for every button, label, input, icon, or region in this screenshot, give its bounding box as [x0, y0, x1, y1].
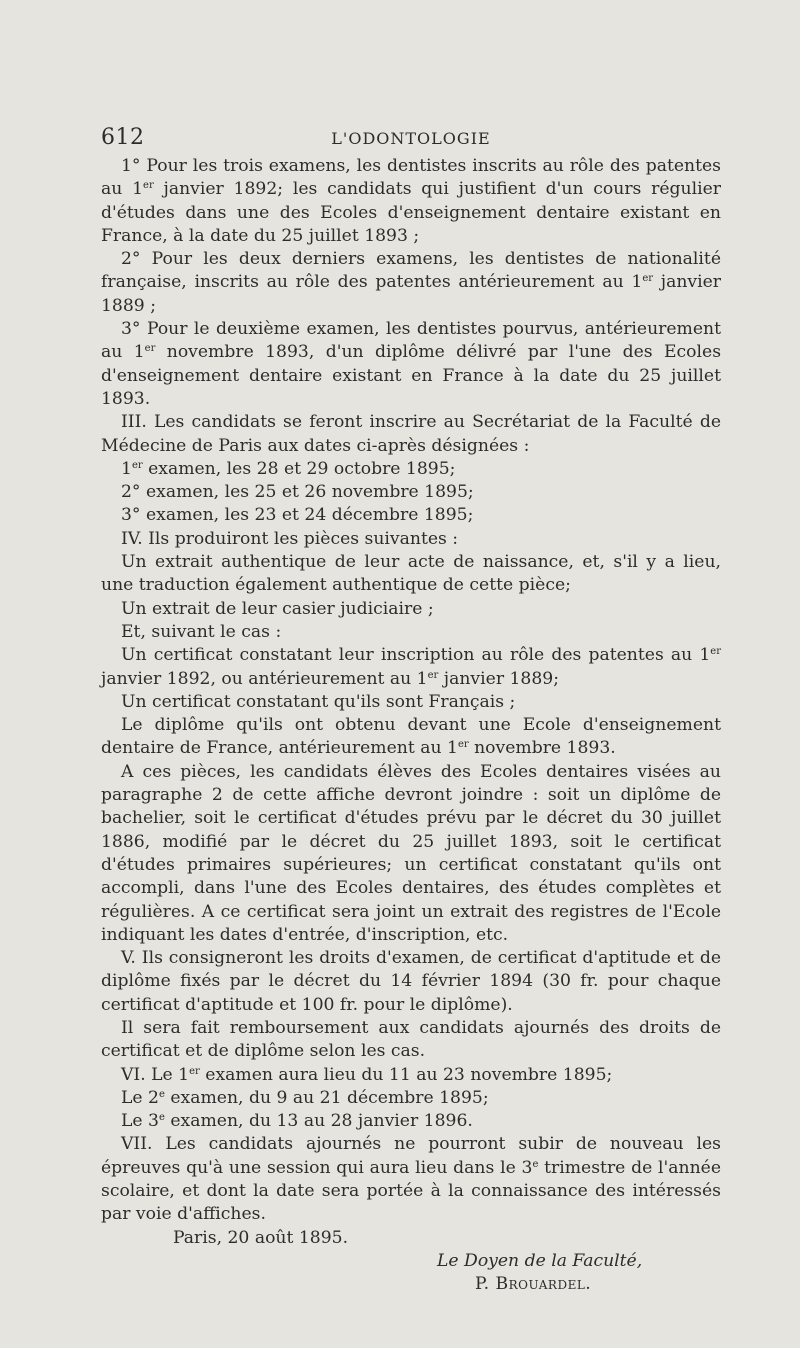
signature-title: Le Doyen de la Faculté,: [437, 1250, 643, 1271]
superscript: e: [158, 1112, 165, 1124]
paragraph-text: janvier 1892; les candidats qui justifient d'un cours régulier d'études dans une des Ecoles d'enseignement dentaire existant en France, à la date du 25 juillet 1893 ;: [101, 179, 721, 246]
paragraph: [101, 1064, 721, 1087]
paragraph-text: Un certificat constatant leur inscription au rôle des patentes au 1: [121, 645, 711, 666]
paragraph-text: janvier 1892, ou antérieurement au 1: [101, 668, 428, 689]
paragraph-text: Le 3: [121, 1111, 159, 1132]
paragraph-text: V. Ils consigneront les droits d'examen, de certificat d'aptitude et de diplôme fixés par le décret du 14 février 1894 (30 fr. pour chaque certificat d'aptitude et 100 fr. pour le diplôme).: [101, 948, 721, 1015]
body-text: [101, 155, 721, 1297]
paragraph-text: VI. Le 1: [121, 1064, 190, 1085]
paragraph-text: trimestre de l'année scolaire, et dont la date sera portée à la connaissance des intéressés par voie d'affiches.: [101, 1157, 721, 1225]
paragraph-text: examen, du 9 au 21 décembre 1895;: [164, 1087, 489, 1108]
paragraph-text: VII. Les candidats ajournés ne pourront subir de nouveau les épreuves qu'à une session qui aura lieu dans le 3: [101, 1134, 721, 1178]
superscript: er: [143, 180, 154, 192]
paragraph-text: 2° examen, les 25 et 26 novembre 1895;: [121, 482, 474, 503]
paragraph: [101, 458, 721, 481]
place-date: Paris, 20 août 1895.: [173, 1227, 349, 1248]
paragraph: [101, 1017, 721, 1064]
signature-block: [101, 1250, 721, 1297]
paragraph-text: Un certificat constatant qu'ils sont Français ;: [121, 691, 516, 712]
superscript: er: [144, 343, 156, 355]
paragraph: [101, 1110, 721, 1133]
paragraph-text: 1° Pour les trois examens, les dentistes inscrits au rôle des patentes au 1: [101, 156, 721, 200]
paragraph-text: 1: [121, 458, 132, 479]
paragraph: [101, 248, 721, 318]
superscript: er: [131, 459, 143, 471]
paragraph-text: 3° examen, les 23 et 24 décembre 1895;: [121, 505, 474, 526]
paragraph-text: Le 2: [121, 1087, 159, 1108]
paragraph: [101, 761, 721, 947]
paragraph-text: Le diplôme qu'ils ont obtenu devant une Ecole d'enseignement dentaire de France, antérieurement au 1: [101, 715, 721, 759]
paragraph: [101, 1133, 721, 1226]
superscript: e: [158, 1088, 165, 1100]
paragraph: [101, 947, 721, 1017]
paragraph: [101, 691, 721, 714]
paragraph: [101, 318, 721, 411]
superscript: er: [457, 739, 469, 751]
paragraph-text: examen, les 28 et 29 octobre 1895;: [142, 458, 456, 479]
paragraph-text: novembre 1893, d'un diplôme délivré par l'une des Ecoles d'enseignement dentaire existant en France à la date du 25 juillet 1893.: [101, 342, 722, 409]
paragraph-text: III. Les candidats se feront inscrire au Secrétariat de la Faculté de Médecine de Paris aux dates ci-après désignées :: [101, 412, 721, 456]
paragraph-text: Un extrait authentique de leur acte de naissance, et, s'il y a lieu, une traduction également authentique de cette pièce;: [101, 552, 721, 596]
paragraph-text: examen, du 13 au 28 janvier 1896.: [164, 1111, 473, 1132]
page-header: [101, 125, 721, 153]
paragraph: [101, 481, 721, 504]
paragraph-text: novembre 1893.: [468, 738, 616, 759]
superscript: er: [642, 273, 654, 285]
superscript: e: [532, 1158, 539, 1170]
paragraph: [101, 551, 721, 598]
paragraph-text: janvier 1889 ;: [101, 272, 721, 316]
paragraph-text: janvier 1889;: [438, 668, 560, 689]
paragraph-text: Un extrait de leur casier judiciaire ;: [121, 598, 434, 619]
paragraph: [101, 504, 721, 527]
paragraph: [101, 528, 721, 551]
paragraph-text: IV. Ils produiront les pièces suivantes :: [121, 528, 459, 549]
superscript: er: [710, 646, 721, 658]
paragraph-text: Et, suivant le cas :: [121, 621, 282, 642]
paragraph-text: examen aura lieu du 11 au 23 novembre 1895;: [199, 1064, 613, 1085]
paragraph: [101, 598, 721, 621]
paragraph-text: Il sera fait remboursement aux candidats ajournés des droits de certificat et de diplôme selon les cas.: [101, 1017, 721, 1062]
superscript: er: [189, 1065, 200, 1077]
paragraph: [101, 644, 721, 691]
paragraph: [101, 621, 721, 644]
paragraph: [101, 155, 721, 248]
superscript: er: [427, 669, 439, 681]
paragraph-text: A ces pièces, les candidats élèves des Ecoles dentaires visées au paragraphe 2 de cette affiche devront joindre : soit un diplôme de bachelier, soit le certificat d'études prévu par le décret du 30 juillet 1886, modifié par le décret du 25 juillet 1893, soit le certificat d'études primaires supérieures; un certificat constatant qu'ils ont accompli, dans l'une des Ecoles dentaires, des études complètes et régulières. A ce certificat sera joint un extrait des registres de l'Ecole indiquant les dates d'entrée, d'inscription, etc.: [101, 761, 721, 945]
page-number: 612: [101, 125, 145, 150]
paragraph: [101, 1087, 721, 1110]
paragraph-text: 2° Pour les deux derniers examens, les dentistes de nationalité française, inscrits au rôle des patentes antérieurement au 1: [101, 249, 721, 293]
paragraph: [101, 714, 721, 761]
running-title: L'ODONTOLOGIE: [331, 129, 491, 148]
paragraph-text: 3° Pour le deuxième examen, les dentistes pourvus, antérieurement au 1: [101, 319, 721, 363]
signature-name: P. Brouardel.: [475, 1274, 592, 1295]
paragraph: [101, 411, 721, 458]
